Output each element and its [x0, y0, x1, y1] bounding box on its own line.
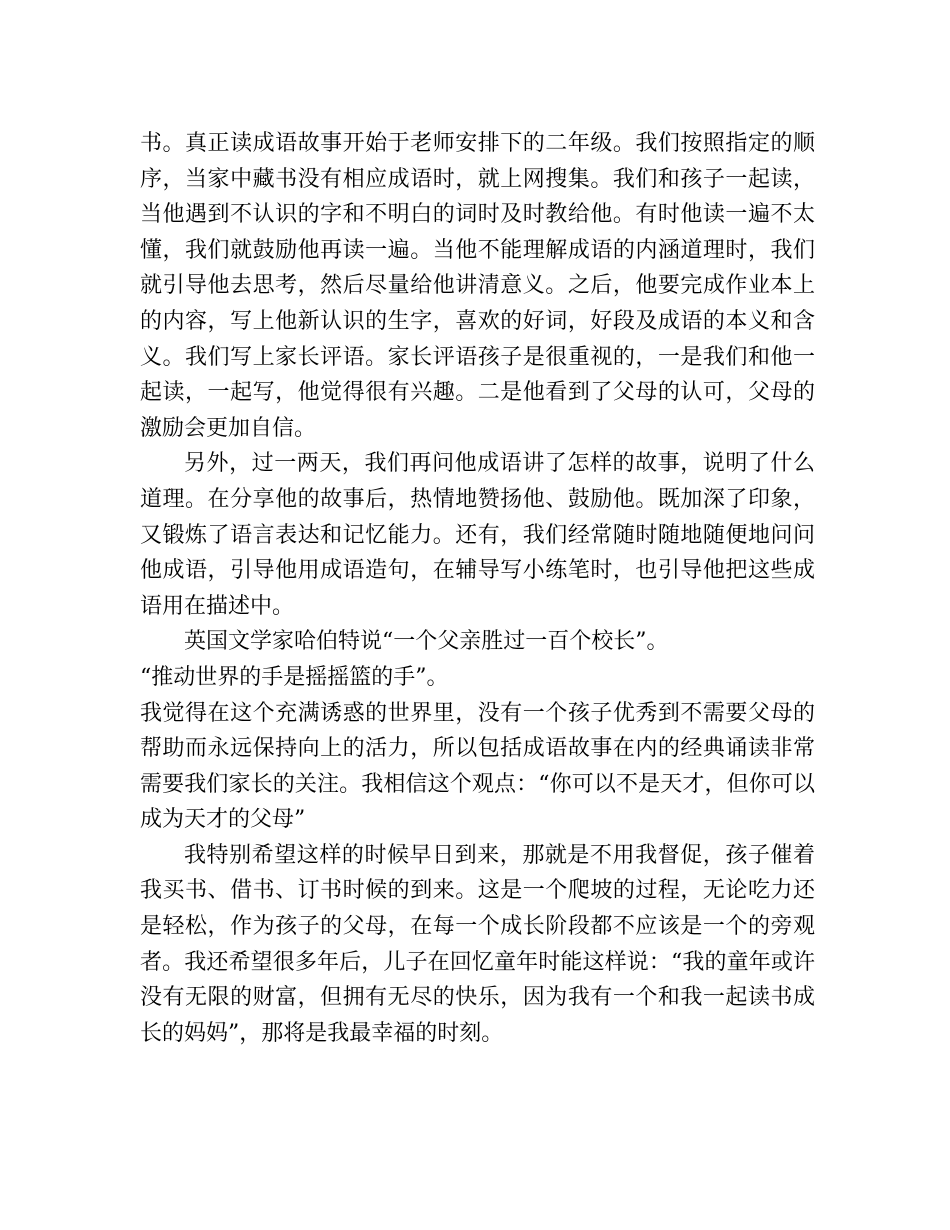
paragraph-follow-up: 另外，过一两天，我们再问他成语讲了怎样的故事，说明了什么道理。在分享他的故事后，热情地赞扬他、鼓励他。既加深了印象，又锻炼了语言表达和记忆能力。还有，我们经常随时随地随便地问问他成语，引导他用成语造句，在辅导写小练笔时，也引导他把这些成语用在描述中。: [140, 451, 815, 619]
paragraph-continuation: 书。真正读成语故事开始于老师安排下的二年级。我们按照指定的顺序，当家中藏书没有相应成语时，就上网搜集。我们和孩子一起读，当他遇到不认识的字和不明白的词时及时教给他。有时他读一遍不太懂，我们就鼓励他再读一遍。当他不能理解成语的内涵道理时，我们就引导他去思考，然后尽量给他讲清意义。之后，他要完成作业本上的内容，写上他新认识的生字，喜欢的好词，好段及成语的本义和含义。我们写上家长评语。家长评语孩子是很重视的，一是我们和他一起读，一起写，他觉得很有兴趣。二是他看到了父母的认可，父母的激励会更加自信。: [140, 131, 815, 441]
paragraph-hope: 我特别希望这样的时候早日到来，那就是不用我督促，孩子催着我买书、借书、订书时候的到来。这是一个爬坡的过程，无论吃力还是轻松，作为孩子的父母，在每一个成长阶段都不应该是一个的旁观者。我还希望很多年后，儿子在回忆童年时能这样说：“我的童年或许没有无限的财富，但拥有无尽的快乐，因为我有一个和我一起读书成长的妈妈”，那将是我最幸福的时刻。: [140, 842, 815, 1046]
paragraph-quote-cradle: “推动世界的手是摇摇篮的手”。: [140, 664, 449, 690]
document-page: [140, 126, 815, 1051]
paragraph-opinion: 我觉得在这个充满诱惑的世界里，没有一个孩子优秀到不需要父母的帮助而永远保持向上的活力，所以包括成语故事在内的经典诵读非常需要我们家长的关注。我相信这个观点：“你可以不是天才，但你可以成为天才的父母”: [140, 700, 815, 833]
paragraph-quote-hubbard: 英国文学家哈伯特说“一个父亲胜过一百个校长”。: [184, 629, 669, 655]
